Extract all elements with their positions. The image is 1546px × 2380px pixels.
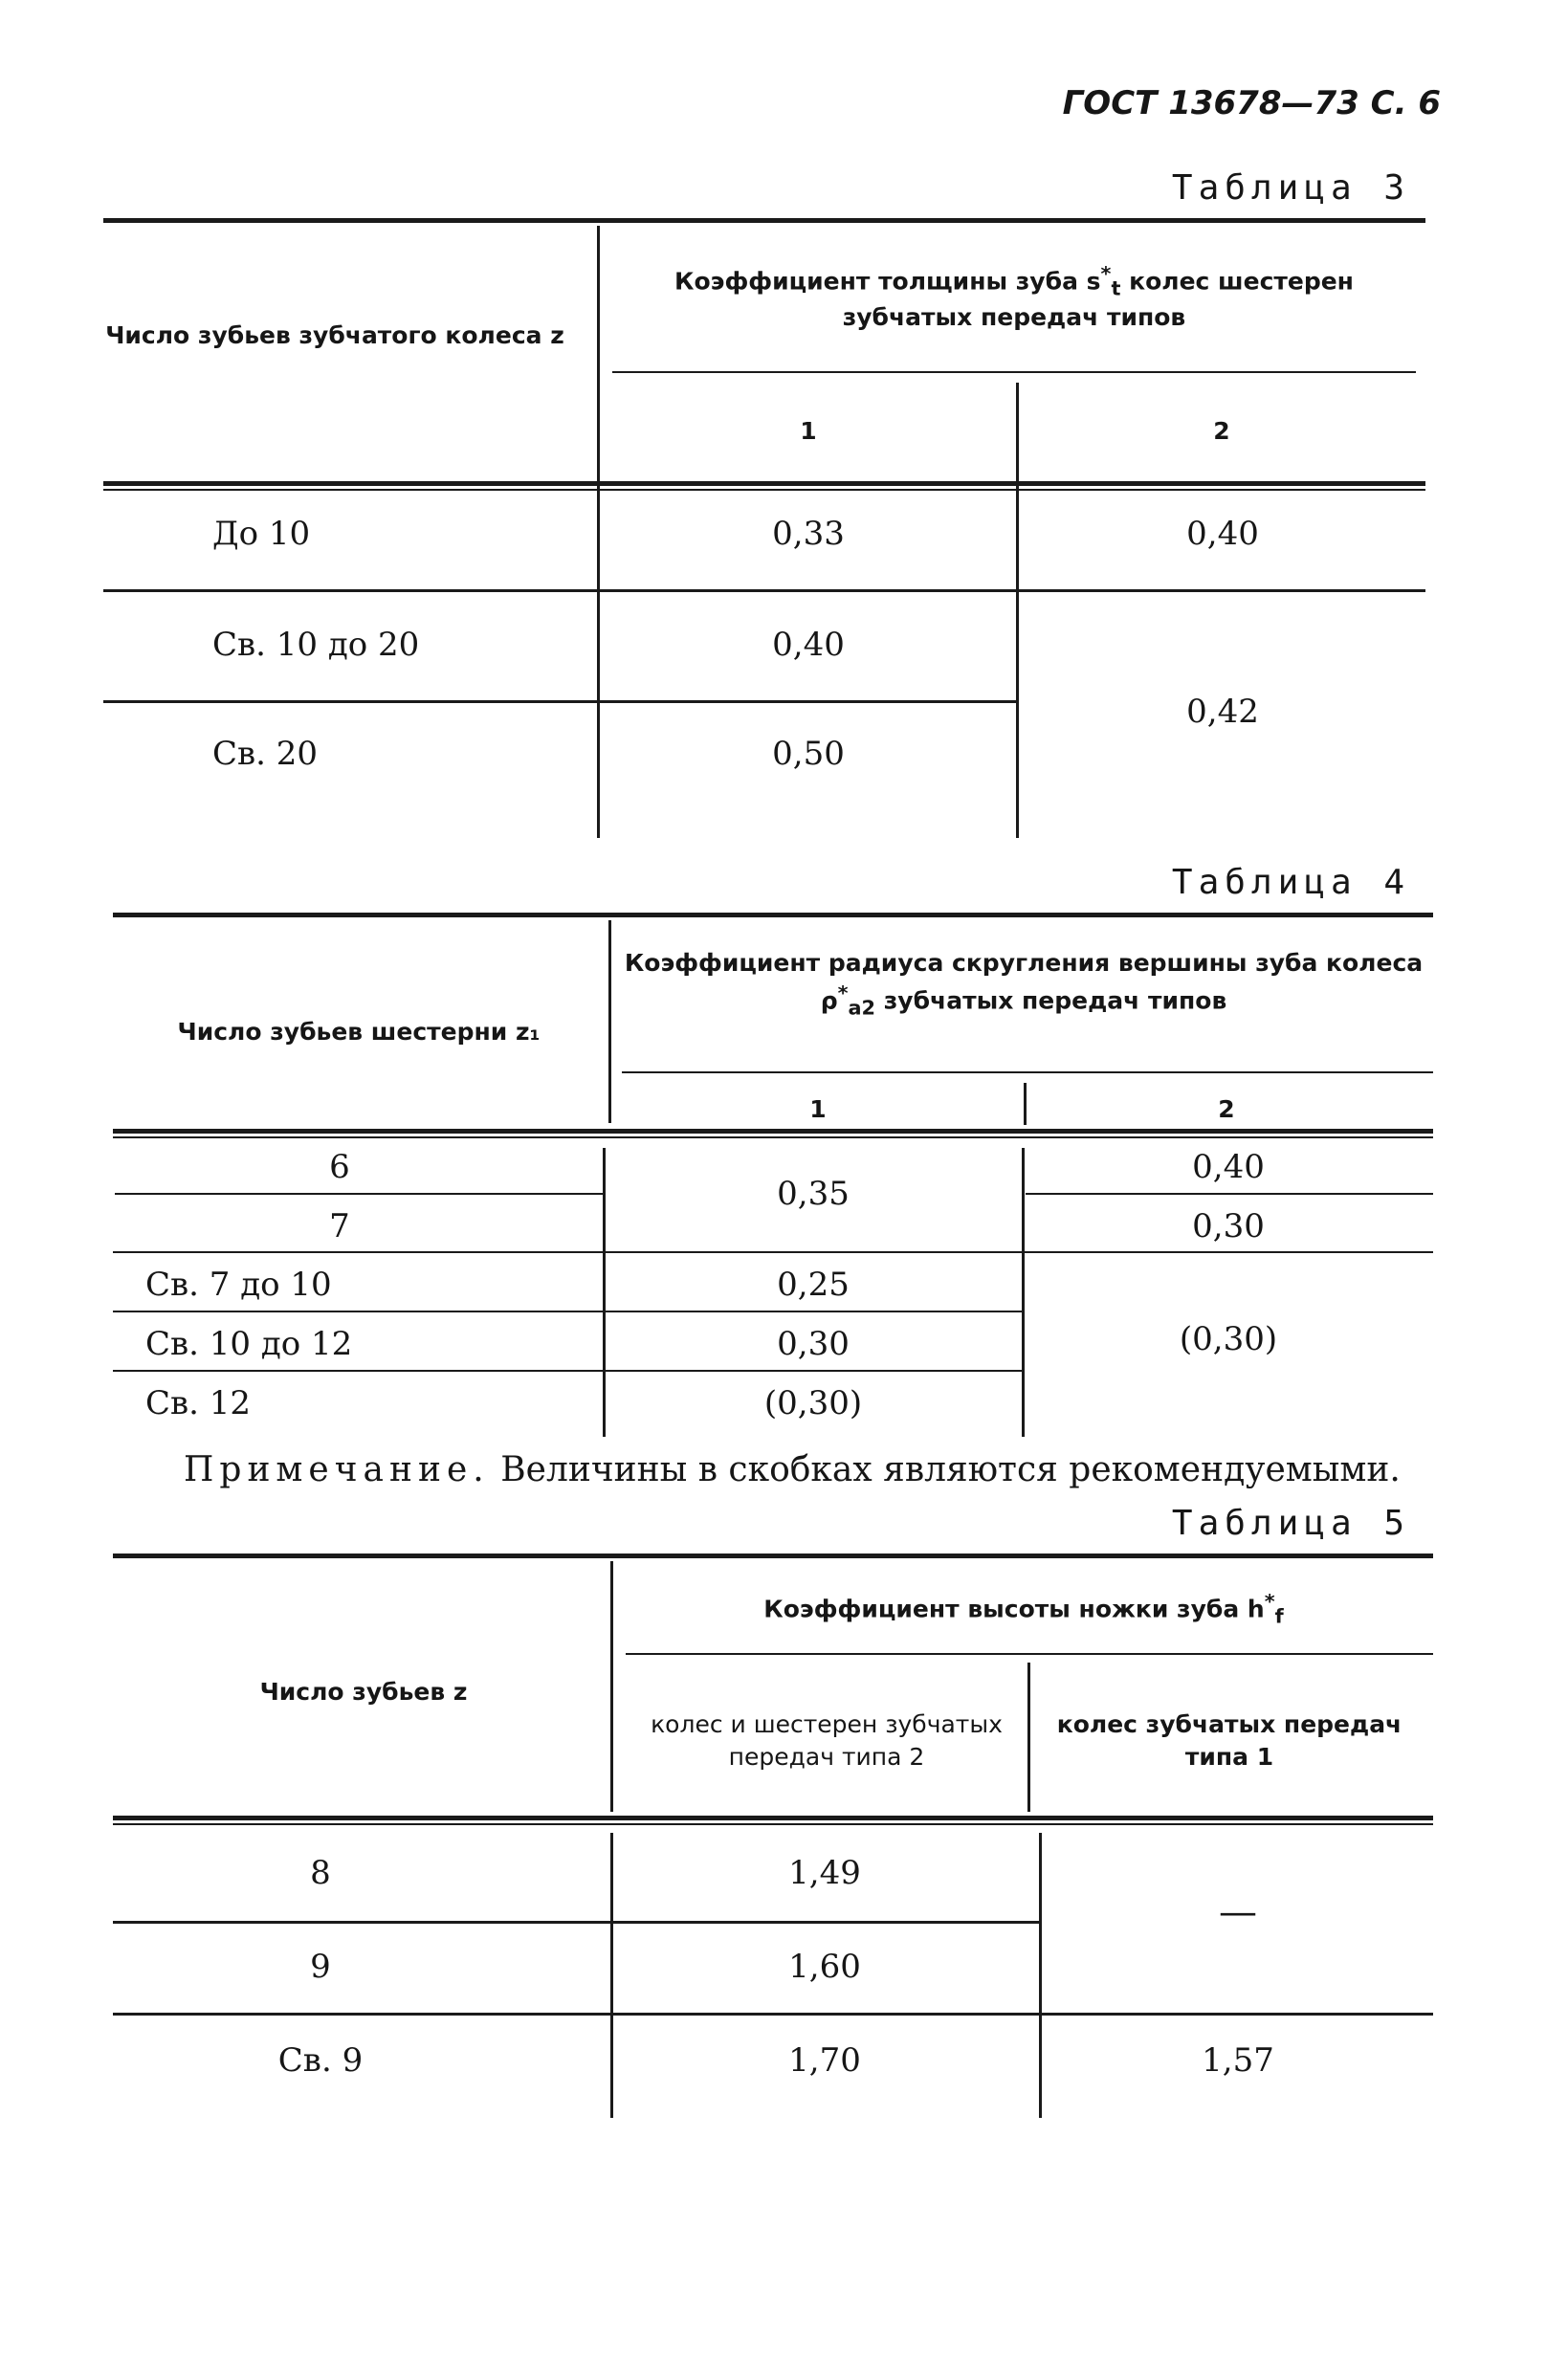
table-4-row3-rule: [113, 1311, 1022, 1312]
table-4-row4-label: Св. 10 до 12: [145, 1325, 353, 1363]
table-5-row3-v2: 1,57: [1202, 2041, 1274, 2080]
table-3-group-header-tail: колес шестерен зубчатых передач типов: [842, 267, 1354, 332]
table-3-group-header: [612, 260, 1416, 334]
table-4-row4-rule: [113, 1370, 1022, 1372]
table-4-vline-2-head: [1024, 1083, 1027, 1125]
table-5-sub1: колес и шестерен зубчатых передач типа 2: [651, 1710, 1003, 1771]
table-4-merged-v2: (0,30): [1179, 1320, 1278, 1358]
note: [184, 1450, 1401, 1489]
table-4-header-subrule: [622, 1071, 1433, 1073]
table-4-group-header-sup: *: [837, 981, 849, 1004]
table-5-group-header-sup: *: [1264, 1590, 1275, 1613]
table-5-header-rule-2: [113, 1823, 1433, 1825]
table-3-row3-label: Св. 20: [212, 735, 319, 773]
table-5-row1-label: 8: [310, 1854, 331, 1892]
table-5-vline-2-head: [1027, 1663, 1030, 1812]
table-4-header-rule: [113, 1129, 1433, 1134]
table-5-row1-v1: 1,49: [788, 1854, 861, 1892]
table-3-group-header-sub: t: [1111, 276, 1121, 300]
table-5-row1-rule: [113, 1921, 1039, 1924]
table-3-header-rule-2: [103, 489, 1425, 491]
table-5-group-header: [622, 1588, 1425, 1629]
table-4-type2: 2: [1218, 1095, 1235, 1123]
table-3-row2-v1: 0,40: [772, 626, 845, 664]
table-4-row5-v1: (0,30): [763, 1384, 863, 1422]
table-5-header-rule: [113, 1816, 1433, 1820]
table-3-title: Таблица 3: [1171, 168, 1410, 208]
table-5-row3-label: Св. 9: [277, 2041, 364, 2080]
table-5-merged-v2: —: [1219, 1890, 1257, 1934]
table-4-type1: 1: [809, 1095, 827, 1123]
table-4-row1-v2: 0,40: [1192, 1148, 1265, 1186]
table-4-merged-v1: 0,35: [777, 1175, 850, 1213]
table-3-vline-1: [597, 226, 600, 838]
table-4-row1-rule-left: [115, 1193, 603, 1195]
note-label: Примечание.: [184, 1450, 490, 1489]
table-5-vline-1-head: [610, 1561, 613, 1812]
table-4-row1-rule-right: [1026, 1193, 1433, 1195]
table-3-row1-v2: 0,40: [1186, 515, 1259, 553]
table-5-row2-rule: [113, 2013, 1433, 2016]
table-5-top-rule: [113, 1554, 1433, 1558]
table-4-title: Таблица 4: [1171, 863, 1410, 902]
table-4-top-rule: [113, 913, 1433, 917]
table-4-col1-header: Число зубьев шестерни z₁: [177, 1018, 541, 1046]
table-3-vline-2: [1016, 383, 1019, 838]
table-3-merged-v2: 0,42: [1186, 693, 1259, 731]
table-3-row1-rule: [103, 589, 1425, 592]
table-4-row5-label: Св. 12: [145, 1384, 252, 1422]
table-4-row3-label: Св. 7 до 10: [145, 1266, 332, 1304]
table-5-sub2: колес зубчатых передач типа 1: [1056, 1710, 1402, 1771]
table-3-row2-rule: [103, 700, 1016, 703]
table-5-vline-2: [1039, 1833, 1042, 2118]
table-3-type1: 1: [800, 417, 817, 445]
note-text: Величины в скобках являются рекомендуемыми.: [500, 1450, 1401, 1489]
table-4-header-rule-2: [113, 1136, 1433, 1138]
table-3-top-rule: [103, 218, 1425, 223]
table-5-vline-1: [610, 1833, 613, 2118]
table-5-group-header-text: Коэффициент высоты ножки зуба h: [763, 1595, 1265, 1623]
table-5-header-subrule: [626, 1653, 1433, 1655]
table-4-vline-2: [1022, 1148, 1025, 1437]
table-4-row2-v2: 0,30: [1192, 1207, 1265, 1245]
table-5-title: Таблица 5: [1171, 1504, 1410, 1543]
table-5-row2-label: 9: [310, 1948, 331, 1986]
table-4-row2-rule: [113, 1251, 1433, 1253]
table-5-group-header-sub: f: [1274, 1604, 1284, 1628]
table-3-group-header-text: Коэффициент толщины зуба s: [674, 267, 1101, 296]
table-3-col1-header: Число зубьев зубчатого колеса z: [105, 321, 564, 349]
table-4-group-header-tail: зубчатых передач типов: [883, 986, 1227, 1015]
table-4-vline-1: [603, 1148, 606, 1437]
table-4-group-header-symbol: ρ: [820, 986, 838, 1015]
table-4-group-header-sub: a2: [848, 996, 876, 1020]
table-4-row3-v1: 0,25: [777, 1266, 850, 1304]
table-5-row3-v1: 1,70: [788, 2041, 861, 2080]
table-4-vline-1-head: [608, 920, 611, 1123]
table-3-type2: 2: [1213, 417, 1230, 445]
table-5-col1-header: Число зубьев z: [259, 1678, 468, 1706]
table-4-row4-v1: 0,30: [777, 1325, 850, 1363]
table-3-header-rule: [103, 481, 1425, 486]
table-5-row2-v1: 1,60: [788, 1948, 861, 1986]
table-3-row1-v1: 0,33: [772, 515, 845, 553]
table-3-header-subrule: [612, 371, 1416, 373]
table-3-group-header-sup: *: [1100, 262, 1112, 285]
table-4-group-header-line1: Коэффициент радиуса скругления вершины зуба колеса: [624, 949, 1424, 977]
table-4-row2-label: 7: [329, 1207, 350, 1245]
page-header: ГОСТ 13678—73 С. 6: [1062, 84, 1441, 122]
table-3-row1-label: До 10: [212, 515, 311, 553]
table-4-row1-label: 6: [329, 1148, 350, 1186]
table-4-group-header: [622, 947, 1425, 1021]
table-3-row3-v1: 0,50: [772, 735, 845, 773]
table-3-row2-label: Св. 10 до 20: [212, 626, 420, 664]
